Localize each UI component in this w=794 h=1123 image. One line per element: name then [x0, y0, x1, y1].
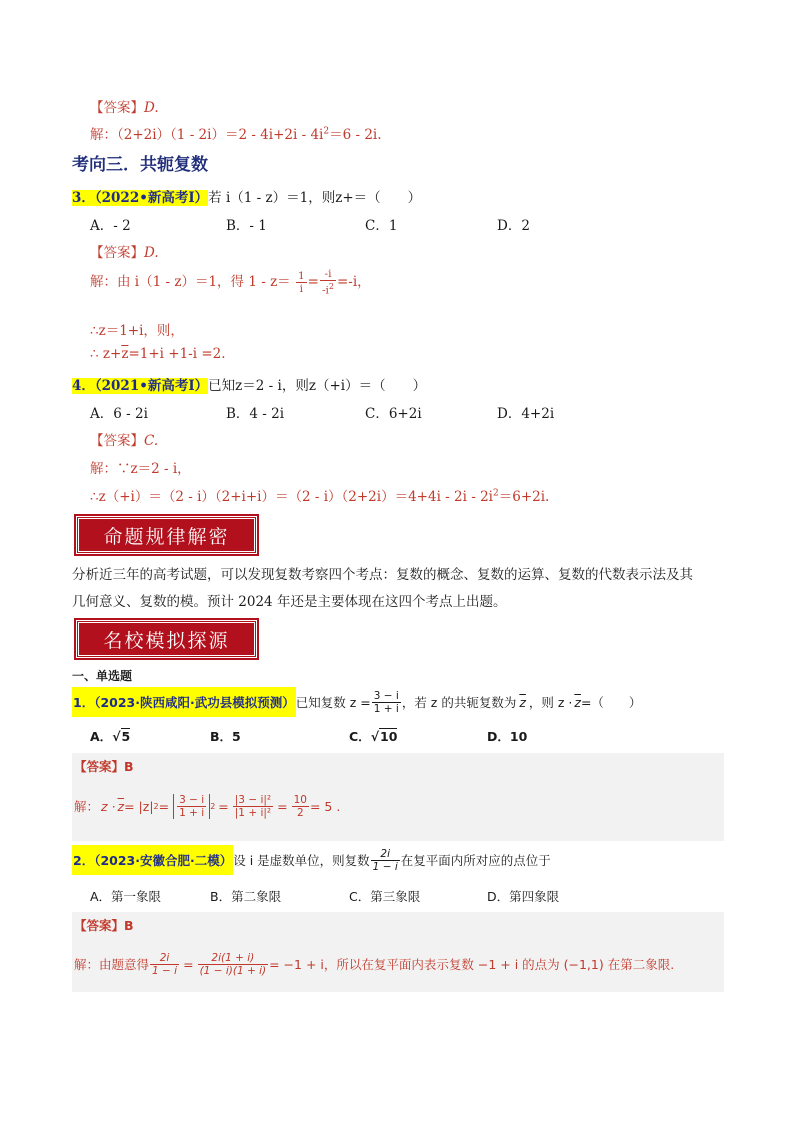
single-choice-heading: 一、单选题 [72, 669, 133, 683]
m2-option-b: B．第二象限 [210, 889, 282, 904]
section-heading: 考向三．共轭复数 [72, 155, 208, 175]
q3-option-c: C．1 [365, 218, 398, 234]
q4-text: 已知z＝2 - i，则z（+i）＝（ ） [208, 378, 427, 394]
q3-solution-line-2: ∴z＝1+i，则， [90, 323, 184, 339]
q3-sol-tail: =-i， [336, 273, 371, 290]
m2-sol-fraction-1: $\frac{2i}{1 - i}$ [152, 951, 178, 977]
q4-option-b: B．4 - 2i [226, 406, 285, 422]
q4-source: 4．（2021•新高考Ⅰ） [72, 378, 209, 394]
analysis-line-1: 分析近三年的高考试题，可以发现复数考察四个考点：复数的概念、复数的运算、复数的代数表示法及其 [72, 567, 693, 583]
q3-sol-prefix: 解：由 i（1 - z）＝1，得 1 - z＝ [90, 273, 291, 290]
solution-sup: 2 [323, 126, 330, 137]
answer-value: D. [144, 100, 159, 116]
q3-solution-line-3: ∴ $z+\overline{z}=1+i +1-i =2$. [90, 346, 226, 362]
m1-option-b: B．5 [210, 729, 241, 744]
m2-stem: 2．（2023·安徽合肥·二模） 设 i 是虚数单位，则复数 $\frac{2i}{1 - i}$ 在复平面内所对应的点位于 [72, 845, 551, 875]
q3-solution-line-1: 解：由 i（1 - z）＝1，得 1 - z＝ $\frac{1}{i}$ = $\frac{-i}{-i^2}$ =-i， [90, 268, 371, 297]
answer-value: D. [144, 245, 159, 261]
q4-stem [72, 374, 426, 394]
m2-answer: 【答案】B [74, 918, 134, 933]
conjugate-z: $\overline{z}$ [121, 346, 129, 362]
q3-fraction-1: $\frac{1}{i}$ [297, 269, 305, 295]
q3-option-d: D．2 [497, 218, 530, 234]
solution-end: ＝6 - 2i. [329, 127, 382, 143]
answer-label: 【答案】 [90, 433, 144, 449]
q3-stem [72, 186, 421, 206]
answer-value: C. [144, 433, 159, 449]
m2-solution: 解：由题意得 $\frac{2i}{1 - i}$ = $\frac{2i(1 + i)}{(1 - i)(1 + i)}$ = −1 + i ，所以在复平面内表示复数 −1 + i 的点为 (−1,1) 在第二象限. [74, 951, 675, 977]
banner-school-simulation: 名校模拟探源 [76, 620, 257, 658]
banner-proposition-rules: 命题规律解密 [76, 516, 257, 554]
m1-source: 1．（2023·陕西咸阳·武功县模拟预测） [72, 687, 296, 717]
m1-modulus: $\frac{3 - i}{1 + i}$ [173, 794, 210, 819]
q3-option-b: B．- 1 [226, 218, 267, 234]
m2-source: 2．（2023·安徽合肥·二模） [72, 845, 233, 875]
m1-fraction: $\frac{3 - i}{1 + i}$ [373, 689, 399, 715]
m1-option-a: A．√5 [90, 729, 131, 744]
solution-label: 解： [90, 127, 117, 143]
q4-option-d: D．4+2i [497, 406, 555, 422]
m2-option-d: D．第四象限 [487, 889, 560, 904]
solution-line-1 [90, 123, 382, 143]
m2-fraction: $\frac{2i}{1 - i}$ [372, 847, 398, 873]
answer-line-1 [90, 96, 159, 116]
q4-solution-line-1: 解：∵z＝2 - i， [90, 461, 191, 477]
q4-answer [90, 429, 158, 449]
q3-source: 3．（2022•新高考Ⅰ） [72, 190, 209, 206]
q3-answer [90, 241, 159, 261]
q3-text: 若 i（1 - z）＝1，则z+＝（ ） [208, 190, 422, 206]
m2-option-a: A．第一象限 [90, 889, 162, 904]
q3-option-a: A．- 2 [90, 218, 131, 234]
solution-text: （2+2i）（1 - 2i）＝2 - 4i+2i - 4i [117, 127, 324, 143]
m2-sol-fraction-2: $\frac{2i(1 + i)}{(1 - i)(1 + i)}$ [199, 951, 267, 977]
m1-solution: 解： z · $\overline{z}$ = |z| 2 = $\frac{3 - i}{1 + i}$ 2 = $\frac{\text{|3 − i|²}}{\text{|1 + i|²}}$ = $\frac{10}{2}$ = 5 . [74, 793, 341, 819]
answer-label: 【答案】 [90, 100, 144, 116]
m1-answer: 【答案】B [74, 759, 134, 774]
q4-option-c: C．6+2i [365, 406, 422, 422]
q4-solution-line-2: ∴z（+i）＝（2 - $i)(2+i+i)=(2 - i)(2+2i)=4+4i - 2i - 2i^2=6+2i$. [90, 488, 550, 505]
m1-sol-fraction-3: $\frac{10}{2}$ [293, 793, 307, 819]
m1-option-c: C．√10 [349, 729, 398, 744]
q3-fraction-2: $\frac{-i}{-i^2}$ [321, 268, 334, 297]
m1-option-d: D．10 [487, 729, 528, 744]
q4-option-a: A．6 - 2i [90, 406, 148, 422]
m1-stem: 1．（2023·陕西咸阳·武功县模拟预测） 已知复数 z = $\frac{3 - i}{1 + i}$ ，若 z 的共轭复数为 $\overline{z}$ ，则 z · $\overline{z}$ =（ ） [72, 688, 641, 716]
m1-sol-fraction-2: $\frac{\text{|3 − i|²}}{\text{|1 + i|²}}$ [234, 793, 272, 819]
m2-option-c: C．第三象限 [349, 889, 421, 904]
analysis-line-2: 几何意义、复数的模。预计 2024 年还是主要体现在这四个考点上出题。 [72, 594, 507, 610]
answer-label: 【答案】 [90, 245, 144, 261]
